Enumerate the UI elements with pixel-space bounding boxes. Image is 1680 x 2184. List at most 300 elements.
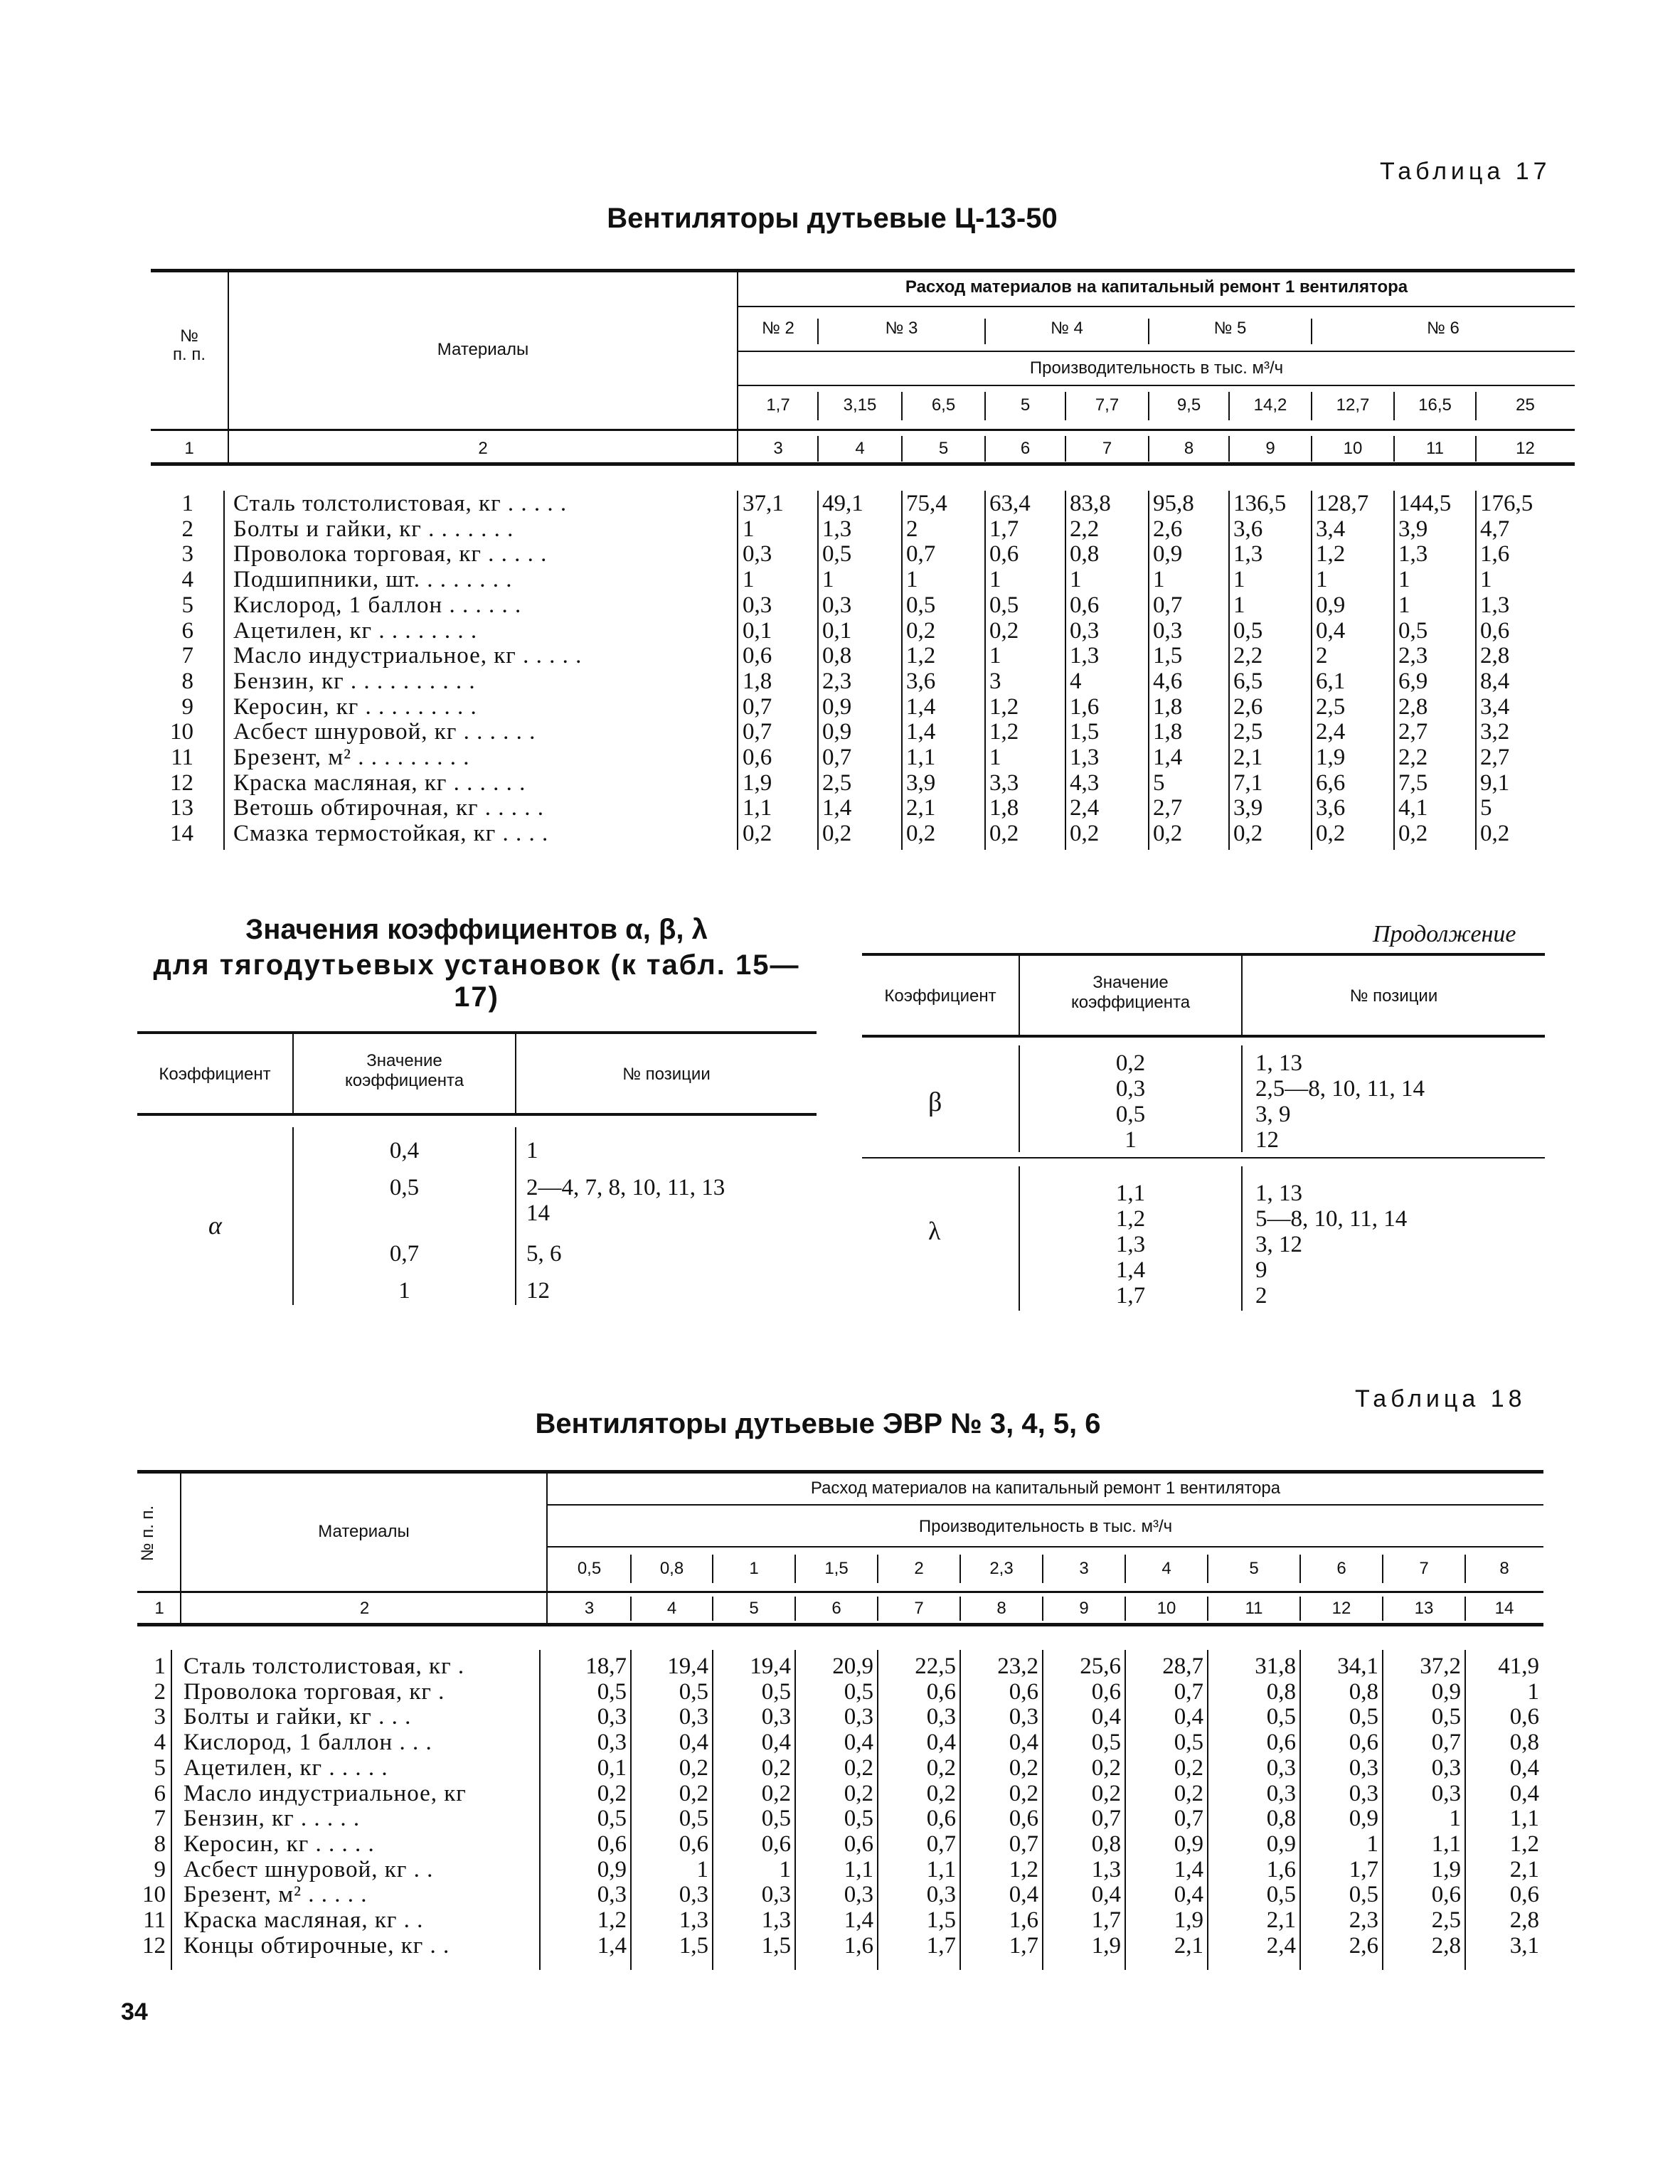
table17-value: 0,1 [743,617,772,644]
table18-value: 2,3 [1349,1907,1378,1933]
table17-value: 2,1 [1233,745,1263,770]
table18-capacity-value: 1 [749,1559,759,1578]
alpha-position: 1 [526,1138,538,1163]
alpha-symbol: α [208,1211,222,1240]
table17-value: 1,3 [822,516,852,542]
table18-value: 0,4 [1009,1882,1038,1908]
table17-value: 2,3 [1398,643,1428,669]
table17-value: 1,8 [989,795,1019,821]
table18-capacity-value: 8 [1499,1559,1509,1578]
table18-value: 1,9 [1091,1932,1121,1959]
table17-row-number: 4 [181,567,193,593]
table17-value: 4 [1070,668,1082,694]
table17-value: 0,2 [989,617,1019,644]
table18-value: 0,8 [1266,1806,1296,1832]
table17-row-number: 6 [181,617,193,644]
table18-value: 1,3 [1091,1856,1121,1882]
table17-value: 0,7 [822,745,852,770]
table17-value: 2,7 [1398,719,1428,745]
alpha-coef-header: Коэффициент [159,1065,271,1084]
table17-value: 2,5 [1233,719,1263,745]
table18-row-number: 8 [154,1831,166,1857]
table17-capacity-value: 9,5 [1176,395,1201,415]
table18-value: 0,4 [926,1730,956,1756]
table18-value: 23,2 [997,1653,1038,1679]
table18-column-number: 10 [1157,1599,1176,1618]
table17-value: 1 [1070,567,1082,593]
table17-value: 1,1 [743,795,772,821]
table17-value: 1,4 [906,693,936,720]
table18-capacity-value: 2 [914,1559,924,1578]
table17-capacity-value: 12,7 [1336,395,1370,415]
table18-value: 0,5 [761,1678,791,1705]
table17-material: Керосин, кг . . . . . . . . . [233,693,477,720]
lambda-values: 1,1 1,2 1,3 1,4 1,7 [1115,1181,1146,1309]
table17-value: 0,7 [1153,592,1183,618]
table18-value: 0,3 [597,1730,627,1756]
table17-value: 1,8 [743,668,772,694]
table17-material: Кислород, 1 баллон . . . . . . [233,592,522,618]
table18-value: 2,1 [1266,1907,1296,1933]
table18-value: 0,6 [1091,1678,1121,1705]
table17-capacity-value: 14,2 [1253,395,1287,415]
table18-value: 2,4 [1266,1932,1296,1959]
table17-material: Сталь толстолистовая, кг . . . . . [233,491,568,516]
table17-value: 2,8 [1398,693,1428,720]
table17-value: 1 [989,643,1001,669]
table18-value: 0,2 [926,1780,956,1806]
table17-value: 5 [1153,769,1165,796]
table17-material: Бензин, кг . . . . . . . . . . [233,668,476,694]
table17-value: 1,3 [1480,592,1510,618]
table17-value: 2 [1316,643,1328,669]
table17-value: 1 [1480,567,1492,593]
table17-material: Смазка термостойкая, кг . . . . [233,821,549,847]
table18-value: 1,2 [597,1907,627,1933]
table17-model-header: № 4 [1051,319,1083,338]
table18-value: 0,2 [844,1754,873,1781]
table17-row-number: 12 [170,769,193,796]
table17-value: 136,5 [1233,491,1287,516]
table18-value: 0,5 [1349,1704,1378,1730]
alpha-value: 0,4 [389,1138,420,1163]
table18-value: 1,1 [1509,1806,1539,1832]
table17-value: 9,1 [1480,769,1510,796]
table17-value: 1,3 [1233,541,1263,568]
table17-value: 0,2 [1233,821,1263,847]
table18-value: 1,5 [679,1932,708,1959]
table17-column-number: 4 [855,439,865,458]
table17-value: 63,4 [989,491,1031,516]
table17-num-header: № п. п. [173,326,206,364]
table18-value: 28,7 [1162,1653,1203,1679]
table18-value: 0,3 [679,1882,708,1908]
table18-value: 0,6 [1266,1730,1296,1756]
table18-value: 0,2 [1091,1754,1121,1781]
table17-value: 0,2 [743,821,772,847]
table18-value: 1,5 [761,1932,791,1959]
table17-value: 0,9 [822,693,852,720]
table18-value: 0,6 [1509,1704,1539,1730]
table18-value: 0,6 [761,1831,791,1857]
table17-row-number: 2 [181,516,193,542]
table17-value: 3,6 [906,668,936,694]
table18-value: 0,8 [1349,1678,1378,1705]
table18-value: 0,6 [1349,1730,1378,1756]
table17-column-number: 11 [1426,439,1444,458]
table18-value: 1,1 [1431,1831,1461,1857]
table18-value: 1,4 [597,1932,627,1959]
table18-material: Сталь толстолистовая, кг . [184,1653,465,1679]
table18-value: 0,5 [597,1678,627,1705]
table17-value: 3,2 [1480,719,1510,745]
table17-value: 1,7 [989,516,1019,542]
table17-value: 0,3 [1153,617,1183,644]
table17-value: 3,4 [1480,693,1510,720]
table17-value: 0,9 [1316,592,1346,618]
table18-value: 0,5 [761,1806,791,1832]
table17-value: 3 [989,668,1001,694]
table17-value: 0,6 [1070,592,1100,618]
lambda-symbol: λ [928,1217,941,1245]
table18-value: 0,6 [844,1831,873,1857]
table17-value: 0,8 [1070,541,1100,568]
table17-column-number: 10 [1343,439,1363,458]
table17-value: 1 [989,567,1001,593]
table18-material: Брезент, м² . . . . . [184,1882,368,1908]
table18-column-number: 5 [749,1599,759,1618]
table17-capacity-value: 16,5 [1418,395,1452,415]
table17-value: 3,3 [989,769,1019,796]
table18-value: 0,5 [844,1806,873,1832]
table18-value: 1,7 [1349,1856,1378,1882]
table18-value: 0,3 [597,1882,627,1908]
table18-value: 0,5 [679,1806,708,1832]
table17-material: Брезент, м² . . . . . . . . . [233,745,470,770]
table17-value: 0,5 [989,592,1019,618]
table18-value: 41,9 [1498,1653,1539,1679]
table18-value: 1,5 [926,1907,956,1933]
table17-model-header: № 3 [885,319,918,338]
table18-value: 0,3 [1431,1780,1461,1806]
table17-value: 1 [1233,567,1245,593]
table17-value: 2,7 [1153,795,1183,821]
table17-title: Вентиляторы дутьевые Ц-13-50 [607,203,1058,234]
table18-value: 0,6 [1009,1806,1038,1832]
table18-value: 20,9 [832,1653,873,1679]
table17-capacity-value: 7,7 [1095,395,1120,415]
table17-label: Таблица 17 [1380,158,1551,185]
table17-column-number: 5 [938,439,949,458]
table17-value: 0,7 [906,541,936,568]
table17-value: 6,5 [1233,668,1263,694]
table17-value: 1,9 [743,769,772,796]
table18-value: 0,8 [1091,1831,1121,1857]
table17-value: 0,7 [743,693,772,720]
bl-pos-header: № позиции [1349,986,1438,1006]
table18-value: 22,5 [915,1653,956,1679]
table18-value: 0,4 [1091,1882,1121,1908]
table17-value: 2,5 [1316,693,1346,720]
table17-capacity-value: 3,15 [843,395,877,415]
table18-value: 1,7 [926,1932,956,1959]
table18-value: 0,2 [761,1780,791,1806]
table18-value: 25,6 [1080,1653,1121,1679]
table17-value: 8,4 [1480,668,1510,694]
table18-material: Проволока торговая, кг . [184,1678,445,1705]
table18-value: 1 [1449,1806,1461,1832]
table17-value: 49,1 [822,491,863,516]
beta-positions: 1, 13 2,5—8, 10, 11, 14 3, 9 12 [1255,1050,1425,1153]
table17-value: 0,9 [822,719,852,745]
table18-value: 0,2 [926,1754,956,1781]
table17-value: 0,4 [1316,617,1346,644]
table17-column-number: 1 [184,439,194,458]
table18-column-number: 1 [154,1599,164,1618]
table18-value: 1,9 [1174,1907,1203,1933]
table17-value: 0,2 [906,821,936,847]
table17-value: 1,4 [1153,745,1183,770]
table18-value: 2,8 [1509,1907,1539,1933]
table18-value: 1,6 [1009,1907,1038,1933]
table17-row-number: 5 [181,592,193,618]
table18-capacity-value: 4 [1161,1559,1171,1578]
table17-value: 1 [743,516,755,542]
table18-value: 18,7 [585,1653,627,1679]
table18-value: 0,7 [1091,1806,1121,1832]
table18-value: 1,7 [1091,1907,1121,1933]
table17-capacity-header: Производительность в тыс. м³/ч [1029,358,1284,378]
table17-material: Краска масляная, кг . . . . . . [233,769,526,796]
table17-material: Проволока торговая, кг . . . . . [233,541,548,568]
table17-value: 2,8 [1480,643,1510,669]
table17-value: 7,5 [1398,769,1428,796]
table17-value: 1,9 [1316,745,1346,770]
table18-value: 0,6 [926,1678,956,1705]
table18-column-number: 2 [359,1599,370,1618]
table17-value: 1,6 [1480,541,1510,568]
table17-value: 0,6 [1480,617,1510,644]
table18-value: 0,2 [761,1754,791,1781]
table18-value: 0,3 [761,1882,791,1908]
table18-value: 0,3 [679,1704,708,1730]
table17-value: 128,7 [1316,491,1369,516]
table17-row-number: 8 [181,668,193,694]
table18-row-number: 3 [154,1704,166,1730]
table18-value: 0,9 [1174,1831,1203,1857]
table18-value: 1,6 [1266,1856,1296,1882]
bl-value-header: Значение коэффициента [1070,973,1191,1012]
table17-model-header: № 2 [762,319,794,338]
table17-value: 37,1 [743,491,784,516]
table17-value: 1,3 [1398,541,1428,568]
table18-value: 0,5 [597,1806,627,1832]
table17-value: 0,5 [822,541,852,568]
table18-value: 0,3 [844,1882,873,1908]
alpha-value: 0,5 [389,1175,420,1200]
table17-value: 83,8 [1070,491,1111,516]
table17-value: 4,6 [1153,668,1183,694]
table17-value: 2,7 [1480,745,1510,770]
table18-label: Таблица 18 [1355,1385,1526,1412]
table17-value: 1 [743,567,755,593]
table17-value: 1 [1153,567,1165,593]
table17-value: 3,9 [906,769,936,796]
table18-capacity-header: Производительность в тыс. м³/ч [918,1517,1173,1536]
table18-material: Болты и гайки, кг . . . [184,1704,412,1730]
table17-value: 1 [989,745,1001,770]
table17-value: 3,4 [1316,516,1346,542]
table17-value: 2,4 [1316,719,1346,745]
table18-value: 19,4 [667,1653,708,1679]
table18-value: 1,6 [844,1932,873,1959]
table17-value: 0,2 [1070,821,1100,847]
table17-value: 0,2 [989,821,1019,847]
table17-value: 3,9 [1233,795,1263,821]
table18-value: 0,6 [679,1831,708,1857]
table17-value: 0,5 [1398,617,1428,644]
table18-value: 0,3 [597,1704,627,1730]
table18-value: 0,6 [597,1831,627,1857]
table18-value: 31,8 [1255,1653,1296,1679]
table18-value: 1 [1366,1831,1378,1857]
table18-value: 0,6 [1431,1882,1461,1908]
table18-value: 0,3 [926,1704,956,1730]
table18-value: 0,2 [679,1780,708,1806]
table18-value: 3,1 [1509,1932,1539,1959]
table18-row-number: 4 [154,1730,166,1756]
continuation-label: Продолжение [1373,921,1516,947]
table18-material: Ацетилен, кг . . . . . [184,1754,388,1781]
table17-value: 0,2 [1480,821,1510,847]
table18-column-number: 9 [1079,1599,1089,1618]
table18-value: 1,4 [844,1907,873,1933]
coef-title-line2: для тягодутьевых установок (к табл. 15—17) [153,949,800,1013]
table17-value: 0,6 [743,745,772,770]
table17-value: 1 [1398,567,1410,593]
table17-value: 1,8 [1153,719,1183,745]
table17-value: 2,6 [1233,693,1263,720]
table18-row-number: 5 [154,1754,166,1781]
table17-value: 1,2 [1316,541,1346,568]
table18-capacity-value: 0,5 [577,1559,602,1578]
table18-value: 0,5 [1091,1730,1121,1756]
table17-value: 6,1 [1316,668,1346,694]
table18-capacity-value: 3 [1079,1559,1089,1578]
table17-value: 3,6 [1316,795,1346,821]
table17-value: 0,5 [906,592,936,618]
table17-value: 1,1 [906,745,936,770]
table17-group-header: Расход материалов на капитальный ремонт 1 вентилятора [905,277,1408,297]
table18-capacity-value: 5 [1249,1559,1259,1578]
table18-value: 0,5 [679,1678,708,1705]
table18-materials-header: Материалы [318,1522,410,1541]
table17-value: 95,8 [1153,491,1194,516]
table18-value: 0,3 [1431,1754,1461,1781]
table18-group-header: Расход материалов на капитальный ремонт 1 вентилятора [810,1479,1281,1498]
table18-row-number: 7 [154,1806,166,1832]
table18-value: 0,9 [597,1856,627,1882]
beta-values: 0,2 0,3 0,5 1 [1115,1050,1146,1153]
table18-column-number: 14 [1494,1599,1514,1618]
table18-value: 1,3 [679,1907,708,1933]
table18-value: 37,2 [1420,1653,1461,1679]
table17-value: 1,2 [906,643,936,669]
table18-material: Кислород, 1 баллон . . . [184,1730,432,1756]
table17-value: 0,6 [743,643,772,669]
table17-value: 2,1 [906,795,936,821]
table18-capacity-value: 2,3 [989,1559,1014,1578]
table17-capacity-value: 1,7 [766,395,790,415]
table17-material: Ветошь обтирочная, кг . . . . . [233,795,545,821]
table17-column-number: 2 [478,439,488,458]
table18-value: 0,4 [679,1730,708,1756]
table18-value: 0,6 [1509,1882,1539,1908]
alpha-value: 0,7 [389,1241,420,1267]
alpha-value-header: Значение коэффициента [344,1051,464,1090]
table18-value: 0,4 [1509,1780,1539,1806]
table17-material: Масло индустриальное, кг . . . . . [233,643,583,669]
table17-value: 2,5 [822,769,852,796]
table17-row-number: 9 [181,693,193,720]
table18-value: 19,4 [750,1653,791,1679]
table18-row-number: 9 [154,1856,166,1882]
table18-value: 0,2 [844,1780,873,1806]
table18-capacity-value: 6 [1336,1559,1346,1578]
table18-value: 2,5 [1431,1907,1461,1933]
table17-material: Подшипники, шт. . . . . . . . [233,567,513,593]
page-number: 34 [121,1998,148,2025]
table18-value: 2,1 [1509,1856,1539,1882]
table17-model-header: № 6 [1427,319,1460,338]
table17-value: 0,2 [1398,821,1428,847]
alpha-position: 12 [526,1278,550,1304]
table17-value: 2,4 [1070,795,1100,821]
table17-row-number: 11 [171,745,193,770]
table18-column-number: 6 [831,1599,841,1618]
table18-value: 0,2 [679,1754,708,1781]
table18-value: 1,1 [926,1856,956,1882]
table18-row-number: 6 [154,1780,166,1806]
table18-value: 0,3 [926,1882,956,1908]
table17-value: 2,3 [822,668,852,694]
table18-value: 0,3 [761,1704,791,1730]
table17-value: 0,5 [1233,617,1263,644]
table18-num-header: № п. п. [138,1505,157,1562]
table17-model-header: № 5 [1213,319,1247,338]
table18-value: 1 [1527,1678,1539,1705]
table17-materials-header: Материалы [437,340,529,359]
table17-value: 2 [906,516,918,542]
table17-value: 75,4 [906,491,947,516]
table18-value: 0,6 [926,1806,956,1832]
table18-value: 0,4 [1174,1882,1203,1908]
table18-value: 0,6 [1009,1678,1038,1705]
table18-value: 1,2 [1509,1831,1539,1857]
table17-capacity-value: 6,5 [931,395,956,415]
table18-value: 1,2 [1009,1856,1038,1882]
table18-value: 2,6 [1349,1932,1378,1959]
table18-value: 1,3 [761,1907,791,1933]
table18-value: 0,2 [1174,1754,1203,1781]
table17-capacity-value: 5 [1020,395,1031,415]
table18-value: 1 [779,1856,791,1882]
table17-value: 176,5 [1480,491,1533,516]
alpha-value: 1 [398,1278,410,1304]
table18-value: 0,1 [597,1754,627,1781]
table17-column-number: 12 [1516,439,1535,458]
table18-value: 0,7 [1431,1730,1461,1756]
